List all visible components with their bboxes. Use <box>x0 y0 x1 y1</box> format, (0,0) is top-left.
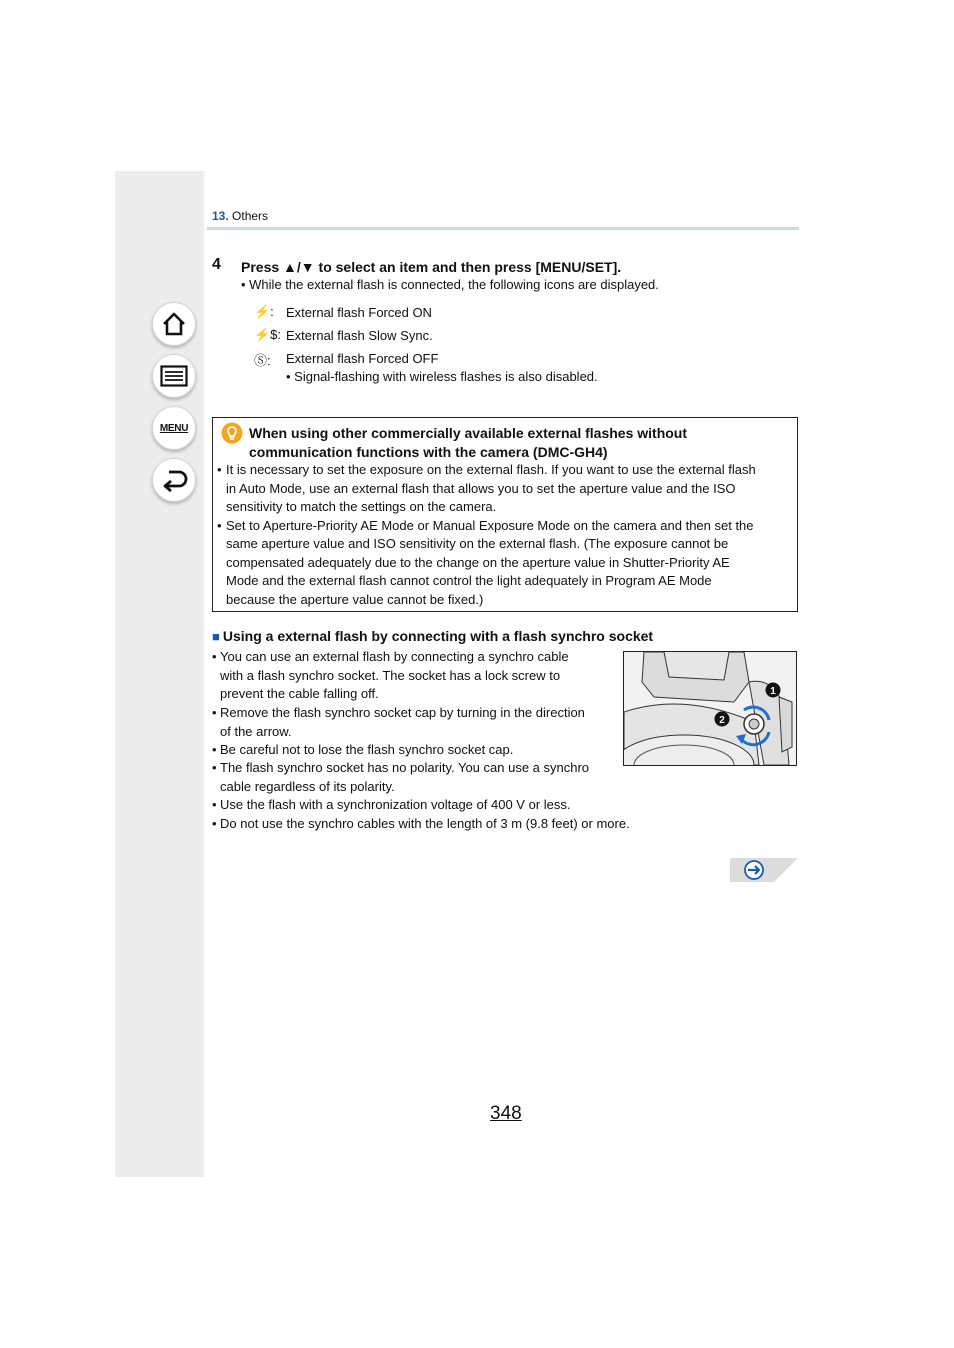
callout-1: 1 <box>770 686 776 697</box>
section-title-text: Using a external flash by connecting with a flash synchro socket <box>222 628 654 644</box>
tip-item: • Set to Aperture-Priority AE Mode or Manual Exposure Mode on the camera and then set the same aperture value and ISO sensitivity on the external flash. (The exposure cannot be compensated adequately due to the change on the aperture value in Shutter-Priority AE Mode and the external flash cannot control the light adequately in Program AE Mode because the aperture value cannot be fixed.) <box>217 517 795 610</box>
tip-line: because the aperture value cannot be fixed.) <box>226 591 484 607</box>
list-icon <box>160 365 188 387</box>
list-line: with a flash synchro socket. The socket has a lock screw to <box>220 667 561 683</box>
tip-title-line: communication functions with the camera (DMC-GH4) <box>249 444 608 460</box>
tip-box <box>212 417 798 612</box>
list-item: • You can use an external flash by connecting a synchro cable with a flash synchro socket. The socket has a lock screw to prevent the cable falling off. <box>212 648 569 704</box>
list-line: Remove the flash synchro socket cap by turning in the direction <box>220 705 585 720</box>
back-button[interactable] <box>152 458 196 502</box>
flash-slow-sync-icon: ⚡$: <box>254 327 282 342</box>
tip-line: Mode and the external flash cannot control the light adequately in Program AE Mode <box>226 573 712 588</box>
flash-slow-sync-label: External flash Slow Sync. <box>286 328 433 343</box>
step-instruction: Press ▲/▼ to select an item and then press [MENU/SET]. <box>241 259 622 275</box>
tip-line: sensitivity to match the settings on the camera. <box>226 499 497 514</box>
tip-line: It is necessary to set the exposure on the external flash. If you want to use the external flash <box>226 462 756 477</box>
contents-button[interactable] <box>152 354 196 398</box>
sidebar-nav <box>115 171 205 1177</box>
section-marker: ■ <box>212 629 220 644</box>
list-line: of the arrow. <box>220 723 292 739</box>
tip-line: same aperture value and ISO sensitivity on the external flash. (The exposure cannot be <box>226 536 729 551</box>
list-line: cable regardless of its polarity. <box>220 778 395 794</box>
menu-label: MENU <box>159 422 189 434</box>
flash-off-subnote: • Signal-flashing with wireless flashes is also disabled. <box>286 369 598 384</box>
page-number: 348 <box>490 1103 522 1124</box>
list-line: You can use an external flash by connecting a synchro cable <box>220 649 569 664</box>
tip-line: in Auto Mode, use an external flash that allows you to set the aperture value and the ISO <box>226 480 736 496</box>
list-item: • Do not use the synchro cables with the length of 3 m (9.8 feet) or more. <box>212 815 630 834</box>
chapter-header <box>212 209 268 223</box>
camera-synchro-socket-illustration <box>624 652 796 765</box>
next-arrow-icon <box>730 858 798 882</box>
header-divider <box>207 227 799 230</box>
list-line: Do not use the synchro cables with the length of 3 m (9.8 feet) or more. <box>220 816 630 831</box>
tip-item: • It is necessary to set the exposure on the external flash. If you want to use the external flash in Auto Mode, use an external flash that allows you to set the aperture value and the ISO sensitivity to match the settings on the camera. <box>217 461 795 517</box>
home-button[interactable] <box>152 302 196 346</box>
camera-illustration <box>623 651 797 766</box>
tip-title-line: When using other commercially available external flashes without <box>249 425 688 441</box>
menu-button[interactable] <box>152 406 196 450</box>
list-item: • Be careful not to lose the flash synchro socket cap. <box>212 741 513 760</box>
step-number: 4 <box>212 256 221 273</box>
flash-off-label: External flash Forced OFF <box>286 351 439 366</box>
tip-title <box>249 424 687 462</box>
section-title <box>212 628 653 644</box>
flash-on-icon: ⚡: <box>254 304 274 319</box>
step-note: • While the external flash is connected, the following icons are displayed. <box>241 277 659 292</box>
list-line: prevent the cable falling off. <box>220 686 379 701</box>
chapter-number: 13. <box>212 209 229 223</box>
list-item: • Use the flash with a synchronization voltage of 400 V or less. <box>212 796 570 815</box>
list-line: Use the flash with a synchronization voltage of 400 V or less. <box>220 797 571 812</box>
next-page-button[interactable] <box>730 858 798 882</box>
list-item: • Remove the flash synchro socket cap by turning in the direction of the arrow. <box>212 704 585 741</box>
tip-lightbulb-icon <box>221 422 243 444</box>
return-arrow-icon <box>160 468 188 492</box>
callout-2: 2 <box>719 715 725 726</box>
tip-line: Set to Aperture-Priority AE Mode or Manual Exposure Mode on the camera and then set the <box>226 517 754 533</box>
chapter-title: Others <box>232 209 269 223</box>
flash-on-label: External flash Forced ON <box>286 305 432 320</box>
list-line: The flash synchro socket has no polarity. You can use a synchro <box>220 760 590 775</box>
flash-off-icon: Ⓢ: <box>254 353 271 368</box>
tip-body <box>217 461 795 609</box>
list-item: • The flash synchro socket has no polarity. You can use a synchro cable regardless of its polarity. <box>212 759 589 796</box>
tip-line: compensated adequately due to the change on the aperture value in Shutter-Priority AE <box>226 554 730 570</box>
home-icon <box>161 311 187 337</box>
list-line: Be careful not to lose the flash synchro socket cap. <box>220 742 514 757</box>
